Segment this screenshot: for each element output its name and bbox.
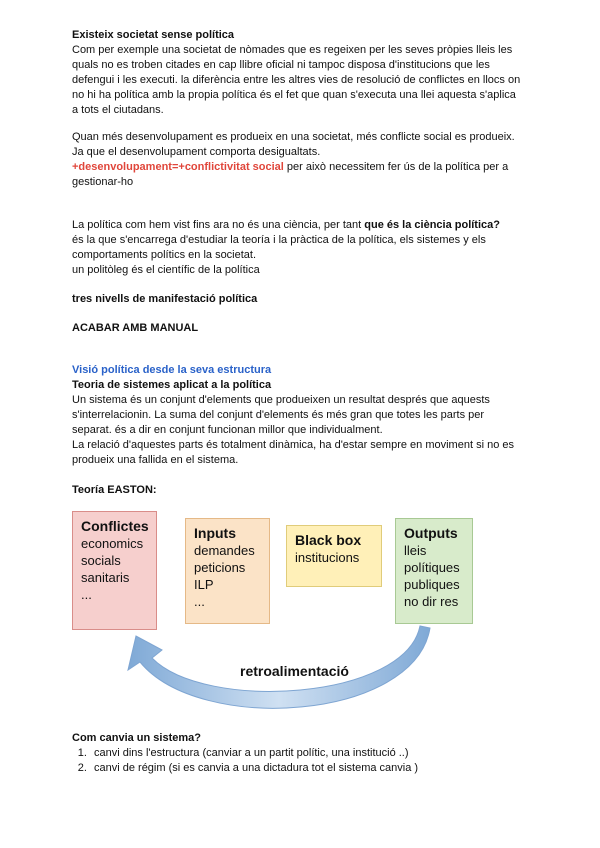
text-line: Un sistema és un conjunt d'elements que produeixen un resultat després que aquests	[72, 394, 490, 406]
blackbox-item: institucions	[295, 550, 360, 565]
blue-heading: Visió política desde la seva estructura	[72, 364, 272, 376]
text-line: comportaments polítics en la societat.	[72, 249, 257, 261]
text-line: Ja que el desenvolupament comporta desigualtats.	[72, 146, 321, 158]
outputs-item: no dir res	[404, 594, 459, 609]
change-list	[72, 746, 418, 776]
text-line: no hi ha política amb la propia política és el fet que quan s'executa una llei aquesta s'aplica	[72, 89, 516, 101]
text-line: produeix una fallida en el sistema.	[72, 454, 239, 466]
easton-title: Teoría EASTON:	[72, 484, 157, 496]
outputs-item: polítiques	[404, 560, 460, 575]
inputs-title: Inputs	[194, 525, 236, 541]
inputs-box	[185, 518, 270, 624]
outputs-item: lleis	[404, 543, 427, 558]
text-line: gestionar-ho	[72, 176, 134, 188]
conflicts-item: sanitaris	[81, 570, 130, 585]
formula-rest: per això necessitem fer ús de la política per a	[283, 161, 509, 173]
heading-levels: tres nivells de manifestació política	[72, 293, 258, 305]
inputs-item: ...	[194, 594, 205, 609]
inputs-item: demandes	[194, 543, 255, 558]
formula-conflict: +conflictivitat social	[178, 161, 284, 173]
text-line: Quan més desenvolupament es produeix en una societat, més conflicte social es produeix.	[72, 131, 515, 143]
outputs-item: publiques	[404, 577, 460, 592]
conflicts-box	[72, 511, 157, 630]
conflicts-item: economics	[81, 536, 144, 551]
text-line: La relació d'aquestes parts és totalment dinàmica, ha d'estar sempre en moviment si no es	[72, 439, 514, 451]
text-line: Com per exemple una societat de nòmades que es regeixen per les seves pròpies lleis les	[72, 44, 513, 56]
blackbox-box	[286, 525, 382, 587]
outputs-title: Outputs	[404, 525, 458, 541]
list-item: 2. canvi de régim (si es canvia a una dictadura tot el sistema canvia )	[90, 761, 418, 776]
section-title: Existeix societat sense política	[72, 29, 235, 41]
change-title: Com canvia un sistema?	[72, 732, 201, 744]
text-line: un politòleg és el científic de la política	[72, 264, 260, 276]
conflicts-item: socials	[81, 553, 121, 568]
inputs-item: ILP	[194, 577, 214, 592]
question-intro: La política com hem vist fins ara no és una ciència, per tant	[72, 219, 365, 231]
conflicts-title: Conflictes	[81, 518, 149, 534]
inputs-item: peticions	[194, 560, 246, 575]
text-line: separat. és a dir en conjunt funcionan millor que individualment.	[72, 424, 383, 436]
conflicts-item: ...	[81, 587, 92, 602]
heading-manual: ACABAR AMB MANUAL	[72, 322, 199, 334]
formula-equals: =	[171, 161, 179, 173]
subheading: Teoria de sistemes aplicat a la política	[72, 379, 272, 391]
text-line: quals no es troben citades en cap llibre oficial ni tampoc disposa d'institucions que les	[72, 59, 490, 71]
question-bold: que és la ciència política?	[364, 219, 500, 231]
list-item: 1. canvi dins l'estructura (canviar a un partit polític, una institució ..)	[90, 746, 418, 761]
outputs-box	[395, 518, 473, 624]
feedback-label: retroalimentació	[240, 663, 349, 679]
text-line: a tots el ciutadans.	[72, 104, 164, 116]
blackbox-title: Black box	[295, 532, 362, 548]
text-line: s'interrelacionin. La suma del conjunt d'elements és més gran que totes les parts per	[72, 409, 485, 421]
text-line: defengui i les executi. la diferència entre les altres vies de resolució de conflictes en llocs on	[72, 74, 521, 86]
formula-development: +desenvolupament	[72, 161, 172, 173]
text-line: és la que s'encarrega d'estudiar la teoría i la pràctica de la política, els sistemes y els	[72, 234, 486, 246]
